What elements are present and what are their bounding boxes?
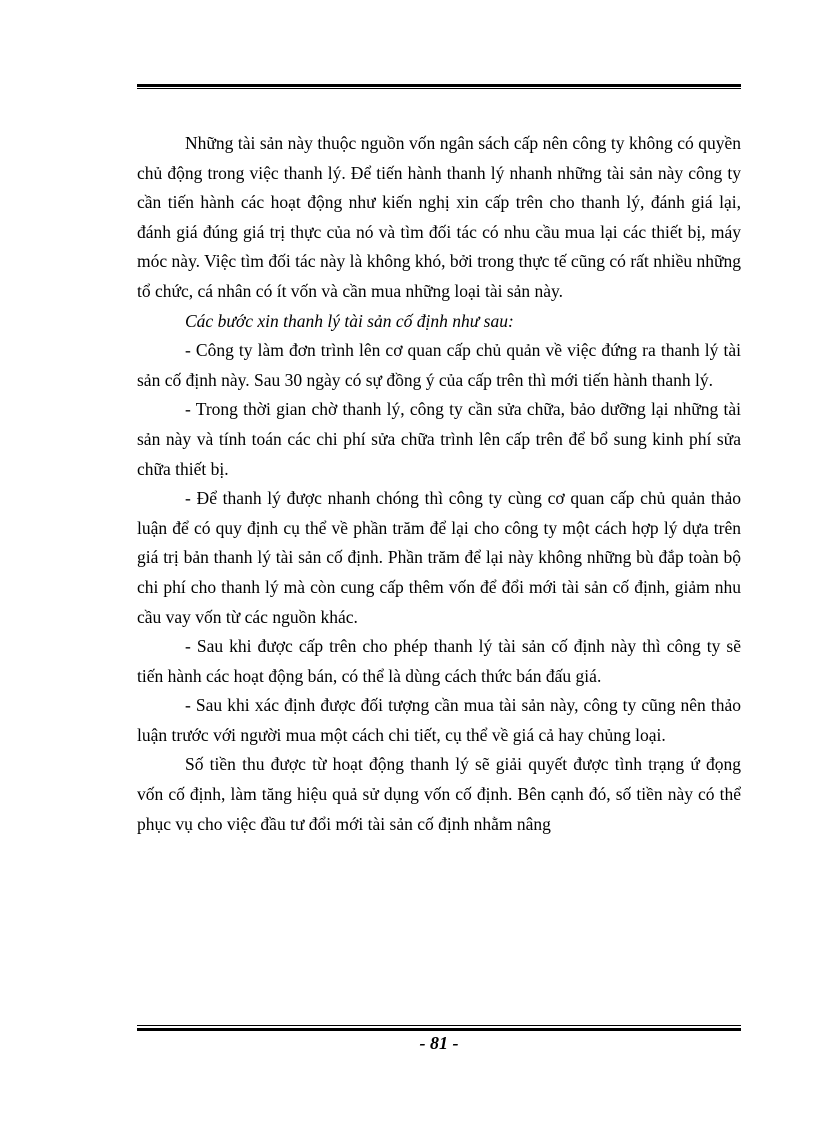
steps-heading: Các bước xin thanh lý tài sản cố định như sau: <box>185 310 514 331</box>
page-body <box>137 129 741 839</box>
step-item-1: - Công ty làm đơn trình lên cơ quan cấp chủ quản về việc đứng ra thanh lý tài sản cố định này. Sau 30 ngày có sự đồng ý của cấp trên thì mới tiến hành thanh lý. <box>137 340 741 390</box>
header-rule <box>137 84 741 89</box>
footer-rule <box>137 1025 741 1031</box>
step-item-5: - Sau khi xác định được đối tượng cần mua tài sản này, công ty cũng nên thảo luận trước với người mua một cách chi tiết, cụ thể về giá cả hay chủng loại. <box>137 695 741 745</box>
page-number: - 81 - <box>419 1033 459 1053</box>
paragraph-conclusion: Số tiền thu được từ hoạt động thanh lý sẽ giải quyết được tình trạng ứ đọng vốn cố định, làm tăng hiệu quả sử dụng vốn cố định. Bên cạnh đó, số tiền này có thể phục vụ cho việc đầu tư đổi mới tài sản cố định nhằm nâng <box>137 754 741 834</box>
step-item-4: - Sau khi được cấp trên cho phép thanh lý tài sản cố định này thì công ty sẽ tiến hành các hoạt động bán, có thể là dùng cách thức bán đấu giá. <box>137 636 741 686</box>
step-item-2: - Trong thời gian chờ thanh lý, công ty cần sửa chữa, bảo dưỡng lại những tài sản này và tính toán các chi phí sửa chữa trình lên cấp trên để bổ sung kinh phí sửa chữa thiết bị. <box>137 399 741 479</box>
step-item-3: - Để thanh lý được nhanh chóng thì công ty cùng cơ quan cấp chủ quản thảo luận để có quy định cụ thể về phần trăm để lại cho công ty một cách hợp lý dựa trên giá trị bản thanh lý tài sản cố định. Phần trăm để lại này không những bù đắp toàn bộ chi phí cho thanh lý mà còn cung cấp thêm vốn để đổi mới tài sản cố định, giảm nhu cầu vay vốn từ các nguồn khác. <box>137 488 741 627</box>
paragraph-intro: Những tài sản này thuộc nguồn vốn ngân sách cấp nên công ty không có quyền chủ động trong việc thanh lý. Để tiến hành thanh lý nhanh những tài sản này công ty cần tiến hành các hoạt động như kiến nghị xin cấp trên cho thanh lý, đánh giá lại, đánh giá đúng giá trị thực của nó và tìm đối tác có nhu cầu mua lại các thiết bị, máy móc này. Việc tìm đối tác này là không khó, bởi trong thực tế cũng có rất nhiều những tổ chức, cá nhân có ít vốn và cần mua những loại tài sản này. <box>137 133 741 301</box>
